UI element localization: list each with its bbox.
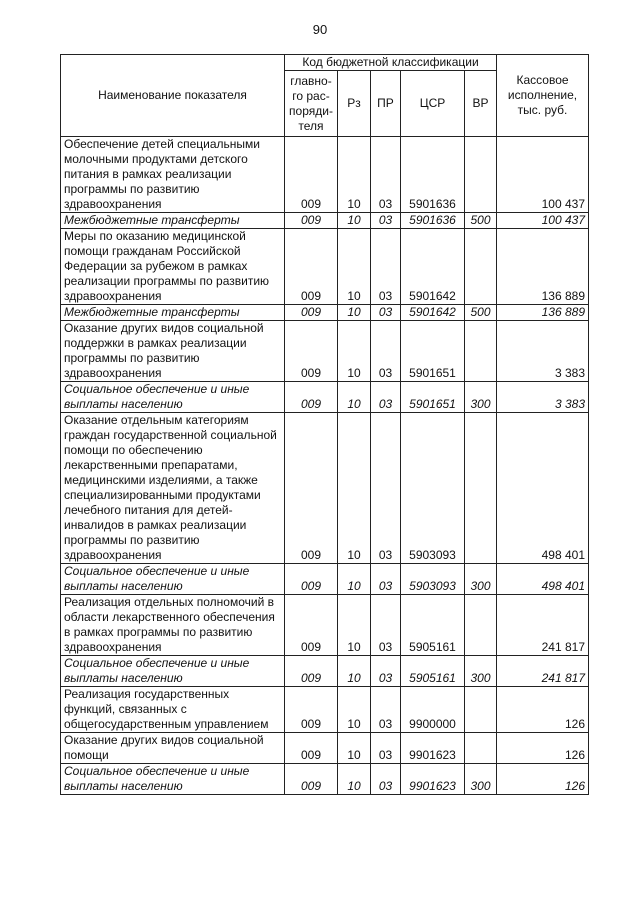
code-glavny: 009	[285, 213, 338, 229]
indicator-name: Оказание других видов социальной помощи	[61, 733, 285, 764]
table-row-program	[61, 687, 589, 733]
code-vr: 500	[465, 305, 497, 321]
indicator-name: Межбюджетные трансферты	[61, 213, 285, 229]
code-pr: 03	[371, 137, 401, 213]
code-glavny: 009	[285, 229, 338, 305]
code-pr: 03	[371, 305, 401, 321]
code-vr	[465, 321, 497, 382]
indicator-name: Межбюджетные трансферты	[61, 305, 285, 321]
cash-sum: 136 889	[497, 305, 589, 321]
code-glavny: 009	[285, 382, 338, 413]
cash-sum: 498 401	[497, 413, 589, 564]
table-row-expense-type	[61, 564, 589, 595]
code-vr: 500	[465, 213, 497, 229]
code-rz: 10	[338, 595, 371, 656]
code-vr	[465, 137, 497, 213]
code-vr	[465, 413, 497, 564]
indicator-name: Социальное обеспечение и иные выплаты населению	[61, 382, 285, 413]
code-csr: 5903093	[401, 413, 465, 564]
code-pr: 03	[371, 564, 401, 595]
code-rz: 10	[338, 764, 371, 795]
cash-sum: 241 817	[497, 595, 589, 656]
indicator-name: Обеспечение детей специальными молочными продуктами детского питания в рамках реализации программы по развитию здравоохранения	[61, 137, 285, 213]
table-row-program	[61, 321, 589, 382]
code-rz: 10	[338, 321, 371, 382]
table-row-expense-type	[61, 305, 589, 321]
table-row-program	[61, 229, 589, 305]
code-vr	[465, 733, 497, 764]
table-row-expense-type	[61, 213, 589, 229]
code-pr: 03	[371, 656, 401, 687]
indicator-name: Меры по оказанию медицинской помощи гражданам Российской Федерации за рубежом в рамках реализации программы по развитию здравоохранения	[61, 229, 285, 305]
code-rz: 10	[338, 305, 371, 321]
header-vr: ВР	[465, 71, 497, 137]
code-vr	[465, 595, 497, 656]
code-vr	[465, 229, 497, 305]
code-rz: 10	[338, 137, 371, 213]
cash-sum: 241 817	[497, 656, 589, 687]
code-pr: 03	[371, 321, 401, 382]
code-vr: 300	[465, 764, 497, 795]
code-rz: 10	[338, 733, 371, 764]
code-glavny: 009	[285, 595, 338, 656]
code-pr: 03	[371, 213, 401, 229]
code-vr	[465, 687, 497, 733]
code-csr: 9900000	[401, 687, 465, 733]
table-row-expense-type	[61, 764, 589, 795]
cash-sum: 100 437	[497, 213, 589, 229]
code-pr: 03	[371, 687, 401, 733]
code-glavny: 009	[285, 321, 338, 382]
cash-sum: 126	[497, 687, 589, 733]
table-row-expense-type	[61, 656, 589, 687]
cash-sum: 136 889	[497, 229, 589, 305]
code-csr: 5901651	[401, 321, 465, 382]
header-rz: Рз	[338, 71, 371, 137]
table-row-expense-type	[61, 382, 589, 413]
header-sum: Кассовое исполнение, тыс. руб.	[497, 55, 589, 137]
cash-sum: 3 383	[497, 321, 589, 382]
code-csr: 5901636	[401, 213, 465, 229]
table-body	[61, 137, 589, 795]
code-csr: 9901623	[401, 733, 465, 764]
code-csr: 5901642	[401, 229, 465, 305]
header-pr: ПР	[371, 71, 401, 137]
code-csr: 5905161	[401, 656, 465, 687]
code-csr: 5901636	[401, 137, 465, 213]
code-csr: 9901623	[401, 764, 465, 795]
cash-sum: 126	[497, 733, 589, 764]
code-glavny: 009	[285, 733, 338, 764]
cash-sum: 498 401	[497, 564, 589, 595]
cash-sum: 3 383	[497, 382, 589, 413]
code-csr: 5903093	[401, 564, 465, 595]
code-glavny: 009	[285, 656, 338, 687]
code-rz: 10	[338, 229, 371, 305]
cash-sum: 126	[497, 764, 589, 795]
code-pr: 03	[371, 413, 401, 564]
table-row-program	[61, 137, 589, 213]
indicator-name: Реализация отдельных полномочий в области лекарственного обеспечения в рамках программы по развитию здравоохранения	[61, 595, 285, 656]
budget-table	[60, 54, 589, 795]
cash-sum: 100 437	[497, 137, 589, 213]
code-pr: 03	[371, 595, 401, 656]
code-pr: 03	[371, 733, 401, 764]
header-glavny: главно-го рас-поряди-теля	[285, 71, 338, 137]
code-glavny: 009	[285, 564, 338, 595]
code-csr: 5905161	[401, 595, 465, 656]
code-pr: 03	[371, 382, 401, 413]
indicator-name: Социальное обеспечение и иные выплаты населению	[61, 656, 285, 687]
page-number: 90	[312, 22, 328, 37]
code-csr: 5901651	[401, 382, 465, 413]
code-vr: 300	[465, 382, 497, 413]
code-vr: 300	[465, 564, 497, 595]
code-rz: 10	[338, 564, 371, 595]
code-glavny: 009	[285, 137, 338, 213]
header-name: Наименование показателя	[61, 55, 285, 137]
code-glavny: 009	[285, 305, 338, 321]
indicator-name: Оказание других видов социальной поддержки в рамках реализации программы по развитию здравоохранения	[61, 321, 285, 382]
code-pr: 03	[371, 229, 401, 305]
code-rz: 10	[338, 213, 371, 229]
code-pr: 03	[371, 764, 401, 795]
code-rz: 10	[338, 656, 371, 687]
table-row-program	[61, 595, 589, 656]
header-csr: ЦСР	[401, 71, 465, 137]
indicator-name: Социальное обеспечение и иные выплаты населению	[61, 564, 285, 595]
indicator-name: Социальное обеспечение и иные выплаты населению	[61, 764, 285, 795]
code-vr: 300	[465, 656, 497, 687]
code-csr: 5901642	[401, 305, 465, 321]
code-rz: 10	[338, 687, 371, 733]
header-classification-group: Код бюджетной классификации	[285, 55, 497, 71]
table-row-program	[61, 413, 589, 564]
indicator-name: Реализация государственных функций, связанных с общегосударственным управлением	[61, 687, 285, 733]
code-glavny: 009	[285, 687, 338, 733]
table-row-program	[61, 733, 589, 764]
code-rz: 10	[338, 413, 371, 564]
code-rz: 10	[338, 382, 371, 413]
code-glavny: 009	[285, 413, 338, 564]
indicator-name: Оказание отдельным категориям граждан государственной социальной помощи по обеспечению лекарственными препаратами, медицинскими изделиями, а также специализированными продуктами лечебного питания для детей-инвалидов в рамках реализации программы по развитию здравоохранения	[61, 413, 285, 564]
code-glavny: 009	[285, 764, 338, 795]
